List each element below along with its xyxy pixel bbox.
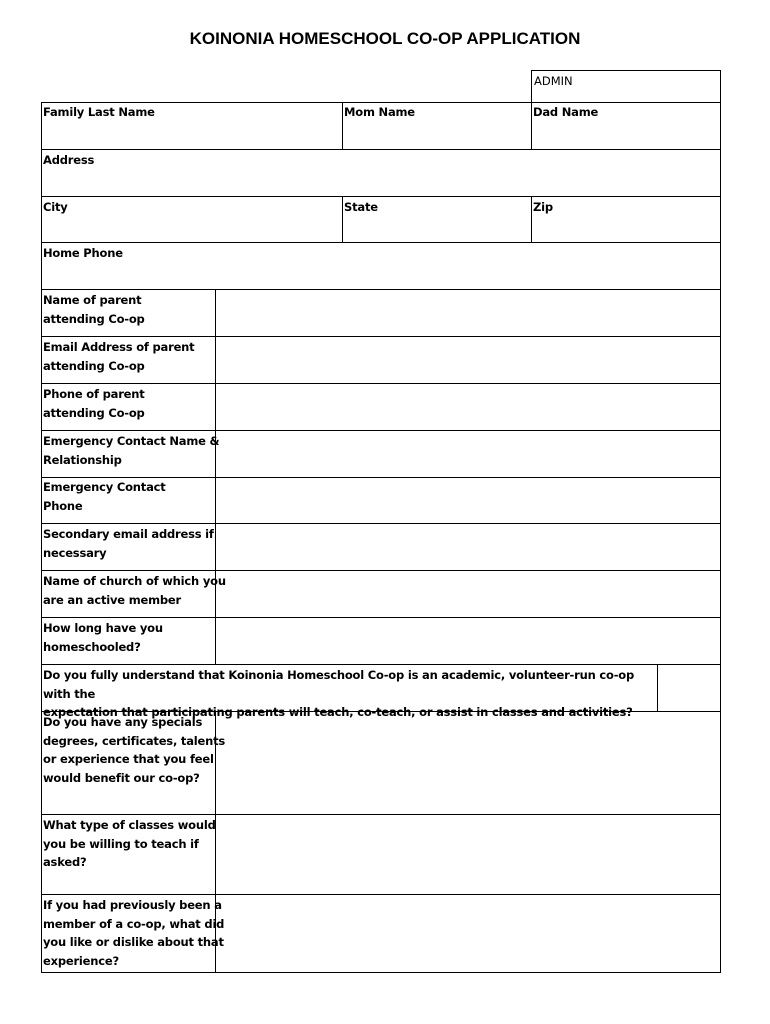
homeschool-duration-field[interactable] xyxy=(216,618,720,663)
emergency-contact-phone-label: Emergency Contact Phone xyxy=(43,480,166,513)
secondary-email-field[interactable] xyxy=(216,524,720,569)
understand-question: Do you fully understand that Koinonia Homeschool Co-op is an academic, volunteer-run co-op with the expectation that participating parents will teach, co-teach, or assist in classes and activities? xyxy=(43,668,634,719)
city-label: City xyxy=(43,200,68,214)
admin-label: ADMIN xyxy=(534,74,573,88)
specials-answer-field[interactable] xyxy=(216,712,720,813)
parent-name-field[interactable] xyxy=(216,290,720,335)
mom-name-label: Mom Name xyxy=(344,105,415,119)
understand-answer-field[interactable] xyxy=(658,665,720,710)
state-field[interactable] xyxy=(343,216,530,241)
address-field[interactable] xyxy=(42,169,720,195)
emergency-contact-name-label: Emergency Contact Name & Relationship xyxy=(43,434,220,467)
dad-name-field[interactable] xyxy=(532,121,720,148)
specials-question: Do you have any specials degrees, certificates, talents or experience that you feel would benefit our co-op? xyxy=(43,715,226,785)
homeschool-duration-label: How long have you homeschooled? xyxy=(43,621,163,654)
zip-label: Zip xyxy=(533,200,553,214)
city-field[interactable] xyxy=(42,216,341,241)
parent-phone-field[interactable] xyxy=(216,384,720,429)
address-label: Address xyxy=(43,153,95,167)
parent-phone-label: Phone of parent attending Co-op xyxy=(43,387,145,420)
zip-field[interactable] xyxy=(532,216,720,241)
emergency-contact-phone-field[interactable] xyxy=(216,478,720,522)
admin-box xyxy=(531,70,721,103)
dad-name-label: Dad Name xyxy=(533,105,599,119)
parent-email-field[interactable] xyxy=(216,337,720,382)
previous-coop-answer-field[interactable] xyxy=(216,895,720,972)
home-phone-field[interactable] xyxy=(42,262,720,288)
church-field[interactable] xyxy=(216,571,720,616)
mom-name-field[interactable] xyxy=(343,121,530,148)
form-title: KOINONIA HOMESCHOOL CO-OP APPLICATION xyxy=(189,29,581,48)
classes-question: What type of classes would you be willing to teach if asked? xyxy=(43,818,216,869)
state-label: State xyxy=(344,200,378,214)
previous-coop-question: If you had previously been a member of a co-op, what did you like or dislike about that experience? xyxy=(43,898,225,968)
classes-answer-field[interactable] xyxy=(216,815,720,893)
home-phone-label: Home Phone xyxy=(43,246,123,260)
family-last-name-label: Family Last Name xyxy=(43,105,155,119)
emergency-contact-name-field[interactable] xyxy=(216,431,720,476)
parent-name-label: Name of parent attending Co-op xyxy=(43,293,145,326)
church-label: Name of church of which you are an active member xyxy=(43,574,226,607)
parent-email-label: Email Address of parent attending Co-op xyxy=(43,340,195,373)
family-last-name-field[interactable] xyxy=(42,121,341,148)
secondary-email-label: Secondary email address if necessary xyxy=(43,527,214,560)
